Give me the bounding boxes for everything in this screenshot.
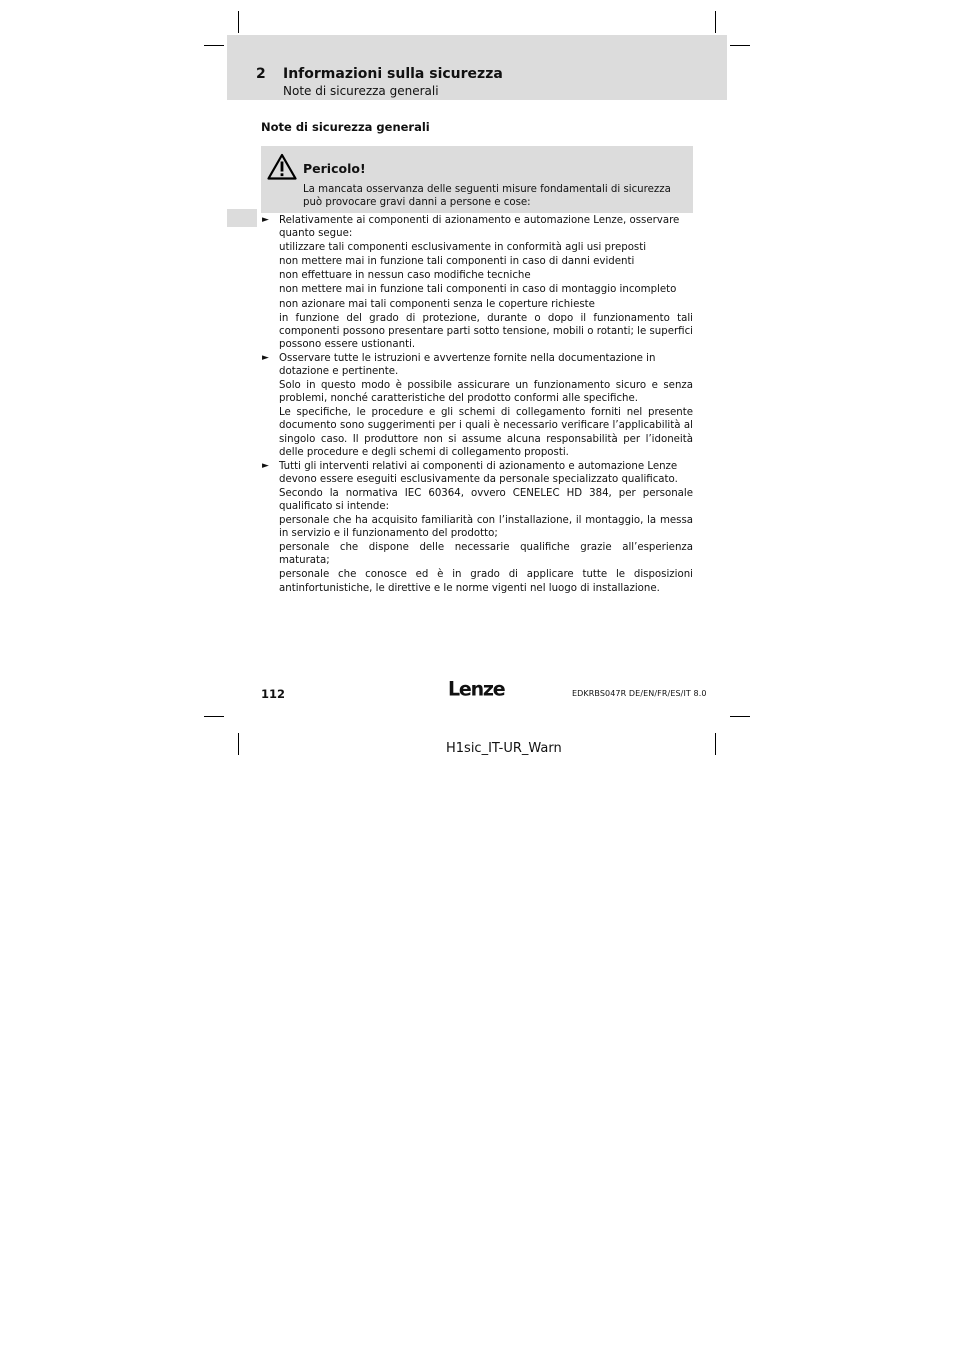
crop-mark-top-left bbox=[238, 11, 239, 33]
file-label: H1sic_IT-UR_Warn bbox=[446, 741, 562, 756]
chapter-title: Informazioni sulla sicurezza bbox=[283, 66, 503, 82]
paragraph: personale che dispone delle necessarie qualifiche grazie all’esperienza maturata; bbox=[279, 542, 693, 567]
bullet-arrow-icon: ► bbox=[262, 460, 269, 471]
paragraph: non mettere mai in funzione tali componenti in caso di danni evidenti bbox=[279, 256, 635, 268]
chapter-number: 2 bbox=[256, 66, 266, 82]
chapter-subtitle: Note di sicurezza generali bbox=[283, 84, 439, 98]
crop-mark-left-bottom bbox=[204, 716, 224, 717]
paragraph: non azionare mai tali componenti senza le coperture richieste bbox=[279, 298, 595, 310]
crop-mark-top-right bbox=[715, 11, 716, 33]
warning-title: Pericolo! bbox=[303, 161, 366, 176]
warning-triangle-icon bbox=[267, 153, 297, 180]
bullet-arrow-icon: ► bbox=[262, 215, 269, 225]
paragraph: non effettuare in nessun caso modifiche tecniche bbox=[279, 270, 531, 282]
paragraph: Relativamente ai componenti di azionamento e automazione Lenze, osservare quanto segue: bbox=[279, 215, 680, 240]
paragraph: Tutti gli interventi relativi ai componenti di azionamento e automazione Lenze devono essere eseguiti esclusivamente da personale specializzato qualificato. bbox=[279, 460, 678, 485]
paragraph: personale che conosce ed è in grado di applicare tutte le disposizioni antinfortunistiche, le direttive e le norme vigenti nel luogo di installazione. bbox=[279, 569, 693, 594]
warning-text: La mancata osservanza delle seguenti misure fondamentali di sicurezza può provocare gravi danni a persone e cose: bbox=[303, 184, 671, 208]
paragraph: non mettere mai in funzione tali componenti in caso di montaggio incompleto bbox=[279, 284, 677, 296]
crop-mark-bottom-right bbox=[715, 733, 716, 755]
paragraph: Osservare tutte le istruzioni e avvertenze fornite nella documentazione in dotazione e pertinente. bbox=[279, 352, 656, 378]
crop-mark-left-top bbox=[204, 45, 224, 46]
bullet-item bbox=[262, 214, 693, 351]
crop-mark-bottom-left bbox=[238, 733, 239, 755]
page-number: 112 bbox=[261, 687, 286, 701]
safety-notes-content bbox=[262, 214, 693, 596]
paragraph: personale che ha acquisito familiarità con l’installazione, il montaggio, la messa in servizio e il funzionamento del prodotto; bbox=[279, 515, 693, 540]
paragraph: Secondo la normativa IEC 60364, ovvero CENELEC HD 384, per personale qualificato si intende: bbox=[279, 487, 693, 512]
document-code: EDKRBS047R DE/EN/FR/ES/IT 8.0 bbox=[572, 689, 707, 698]
bullet-item bbox=[262, 460, 693, 595]
paragraph: in funzione del grado di protezione, durante o dopo il funzionamento tali componenti possono presentare parti sotto tensione, mobili o rotanti; le superfici possono essere ustionanti. bbox=[279, 312, 693, 350]
crop-mark-right-bottom bbox=[730, 716, 750, 717]
lenze-logo: Lenze bbox=[448, 677, 505, 701]
section-heading: Note di sicurezza generali bbox=[261, 120, 430, 134]
paragraph: Le specifiche, le procedure e gli schemi di collegamento forniti nel presente documento sono suggerimenti per i quali è necessario verificare l’applicabilità al singolo caso. Il produttore non si assume alcuna responsabilità per l’idoneità delle procedure e degli schemi di collegamento proposti. bbox=[279, 407, 693, 458]
side-tab-marker bbox=[227, 209, 257, 227]
paragraph: Solo in questo modo è possibile assicurare un funzionamento sicuro e senza problemi, nonché caratteristiche del prodotto conformi alle specifiche. bbox=[279, 380, 693, 405]
danger-warning-box bbox=[261, 146, 693, 213]
bullet-arrow-icon: ► bbox=[262, 352, 269, 363]
crop-mark-right-top bbox=[730, 45, 750, 46]
bullet-item bbox=[262, 352, 693, 459]
paragraph: utilizzare tali componenti esclusivamente in conformità agli usi preposti bbox=[279, 242, 647, 254]
